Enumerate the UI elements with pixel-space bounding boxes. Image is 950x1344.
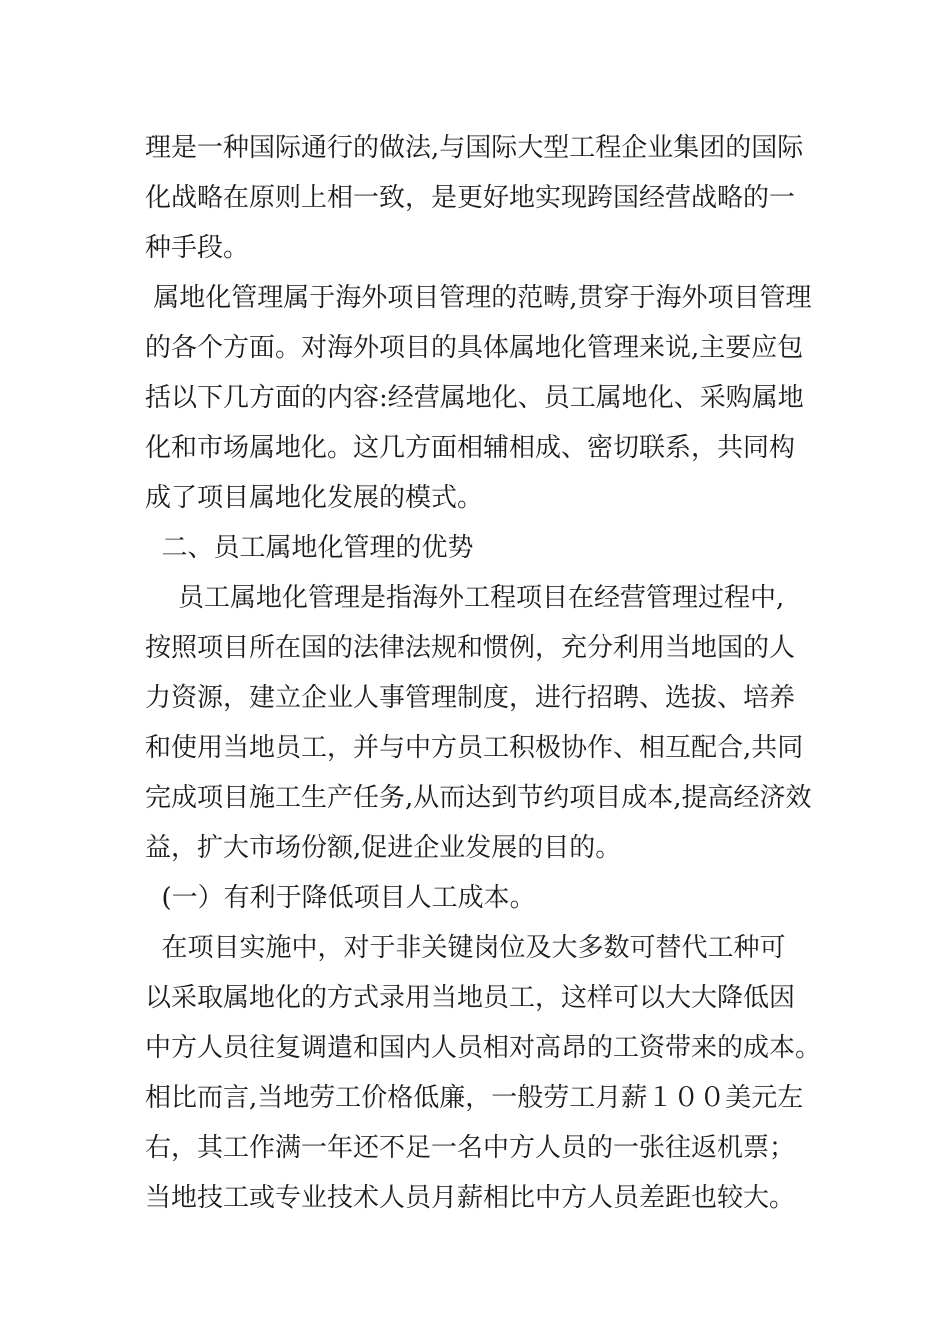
text-line-15: 益，扩大市场份额,促进企业发展的目的。 <box>145 833 622 863</box>
text-line-17: 在项目实施中，对于非关键岗位及大多数可替代工种可 <box>145 933 786 963</box>
text-line-12: 力资源，建立企业人事管理制度，进行招聘、选拔、培养 <box>145 683 796 713</box>
text-line-4: 属地化管理属于海外项目管理的范畴,贯穿于海外项目管理 <box>145 283 812 313</box>
text-line-19: 中方人员往复调遣和国内人员相对高昂的工资带来的成本。 <box>145 1033 822 1063</box>
section-heading: 二、员工属地化管理的优势 <box>145 533 474 563</box>
text-line-7: 化和市场属地化。这几方面相辅相成、密切联系，共同构 <box>145 433 796 463</box>
text-line-14: 完成项目施工生产任务,从而达到节约项目成本,提高经济效 <box>145 783 812 813</box>
text-line-6: 括以下几方面的内容:经营属地化、员工属地化、采购属地 <box>145 383 804 413</box>
text-line-11: 按照项目所在国的法律法规和惯例，充分利用当地国的人 <box>145 633 796 663</box>
text-line-13: 和使用当地员工，并与中方员工积极协作、相互配合,共同 <box>145 733 804 763</box>
text-line-10: 员工属地化管理是指海外工程项目在经营管理过程中, <box>145 583 785 613</box>
text-line-3: 种手段。 <box>145 233 250 263</box>
text-line-8: 成了项目属地化发展的模式。 <box>145 483 484 513</box>
text-line-18: 以采取属地化的方式录用当地员工，这样可以大大降低因 <box>145 983 796 1013</box>
text-line-5: 的各个方面。对海外项目的具体属地化管理来说,主要应包 <box>145 333 804 363</box>
text-line-21: 右，其工作满一年还不足一名中方人员的一张往返机票； <box>145 1133 796 1163</box>
text-line-1: 理是一种国际通行的做法,与国际大型工程企业集团的国际 <box>145 133 804 163</box>
text-line-20: 相比而言,当地劳工价格低廉，一般劳工月薪１００美元左 <box>145 1083 804 1113</box>
text-line-22: 当地技工或专业技术人员月薪相比中方人员差距也较大。 <box>145 1183 796 1213</box>
text-line-2: 化战略在原则上相一致，是更好地实现跨国经营战略的一 <box>145 183 796 213</box>
subsection-heading: (一）有利于降低项目人工成本。 <box>145 883 536 913</box>
